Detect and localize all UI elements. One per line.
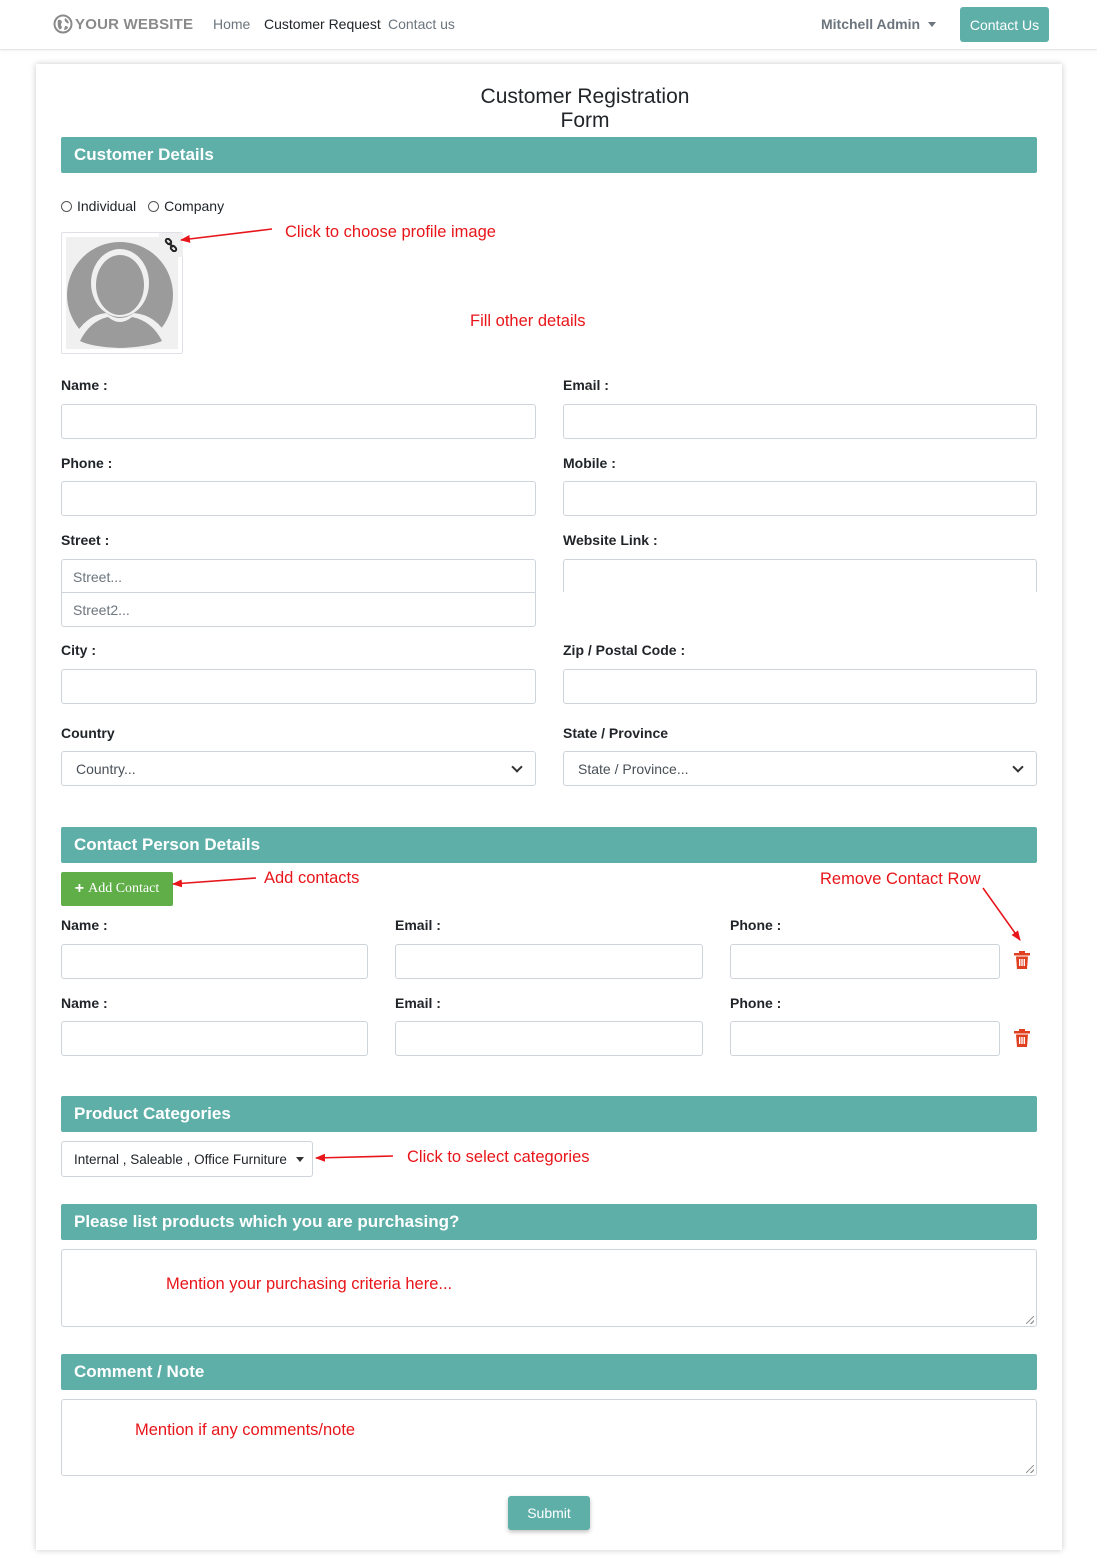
registration-card bbox=[36, 64, 1062, 1550]
street2-input[interactable] bbox=[61, 592, 536, 627]
contact-name-input[interactable] bbox=[61, 944, 368, 979]
section-comment: Comment / Note bbox=[61, 1354, 1037, 1390]
contact-phone-input[interactable] bbox=[730, 1021, 1000, 1056]
customer-type-radios bbox=[61, 198, 236, 214]
state-select-value: State / Province... bbox=[578, 760, 689, 777]
section-contact-person: Contact Person Details bbox=[61, 827, 1037, 863]
country-select-value: Country... bbox=[76, 760, 136, 777]
annotation-comments: Mention if any comments/note bbox=[135, 1421, 356, 1439]
annotation-add-contacts: Add contacts bbox=[264, 869, 360, 887]
chevron-down-icon bbox=[511, 761, 522, 772]
zip-input[interactable] bbox=[563, 669, 1037, 704]
zip-label: Zip / Postal Code : bbox=[563, 642, 686, 658]
nav-home[interactable]: Home bbox=[213, 16, 251, 32]
country-select[interactable] bbox=[61, 751, 536, 786]
nav-contact-us[interactable]: Contact us bbox=[388, 16, 455, 32]
name-label: Name : bbox=[61, 377, 108, 393]
contact-email-label: Email : bbox=[395, 995, 441, 1011]
navbar bbox=[0, 0, 1097, 50]
contact-phone-input[interactable] bbox=[730, 944, 1000, 979]
add-contact-button[interactable] bbox=[61, 872, 173, 906]
plus-icon: + bbox=[74, 880, 85, 897]
submit-button[interactable]: Submit bbox=[508, 1496, 590, 1530]
nav-customer-request[interactable]: Customer Request bbox=[264, 16, 381, 32]
trash-icon[interactable] bbox=[1014, 1029, 1030, 1047]
section-customer-details: Customer Details bbox=[61, 137, 1037, 173]
add-contact-label: Add Contact bbox=[88, 881, 160, 896]
radio-label: Company bbox=[164, 198, 225, 214]
contact-phone-label: Phone : bbox=[730, 917, 782, 933]
chevron-down-icon bbox=[1012, 761, 1023, 772]
contact-us-button[interactable]: Contact Us bbox=[960, 7, 1049, 42]
phone-input[interactable] bbox=[61, 481, 536, 516]
contact-name-label: Name : bbox=[61, 917, 108, 933]
street-input[interactable] bbox=[61, 559, 536, 594]
contact-email-label: Email : bbox=[395, 917, 441, 933]
radio-company[interactable] bbox=[148, 198, 224, 214]
radio-label: Individual bbox=[77, 198, 137, 214]
city-input[interactable] bbox=[61, 669, 536, 704]
contact-name-input[interactable] bbox=[61, 1021, 368, 1056]
contact-email-input[interactable] bbox=[395, 944, 703, 979]
mobile-input[interactable] bbox=[563, 481, 1037, 516]
profile-image[interactable] bbox=[61, 232, 183, 354]
resize-grip-icon[interactable] bbox=[1026, 1316, 1034, 1324]
phone-label: Phone : bbox=[61, 455, 113, 471]
email-input[interactable] bbox=[563, 404, 1037, 439]
categories-selected: Internal , Saleable , Office Furniture bbox=[74, 1151, 287, 1167]
user-menu[interactable] bbox=[821, 16, 936, 32]
caret-down-icon bbox=[928, 22, 936, 27]
city-label: City : bbox=[61, 642, 96, 658]
mobile-label: Mobile : bbox=[563, 455, 616, 471]
user-name: Mitchell Admin bbox=[821, 16, 921, 32]
country-label: Country bbox=[61, 725, 115, 741]
annotation-purchasing: Mention your purchasing criteria here... bbox=[166, 1275, 453, 1293]
annotation-fill-details: Fill other details bbox=[470, 312, 586, 330]
resize-grip-icon[interactable] bbox=[1026, 1465, 1034, 1473]
brand-text: YOUR WEBSITE bbox=[75, 15, 194, 33]
edit-image-button[interactable] bbox=[159, 233, 183, 257]
categories-dropdown[interactable] bbox=[61, 1141, 313, 1177]
street-label: Street : bbox=[61, 532, 110, 548]
form-title: Customer Registration Form bbox=[459, 85, 711, 143]
radio-circle-icon[interactable] bbox=[61, 201, 72, 212]
state-label: State / Province bbox=[563, 725, 669, 741]
link-icon bbox=[164, 238, 178, 252]
radio-individual[interactable] bbox=[61, 198, 136, 214]
website-label: Website Link : bbox=[563, 532, 658, 548]
annotation-select-categories: Click to select categories bbox=[407, 1148, 590, 1166]
website-input[interactable] bbox=[563, 559, 1037, 592]
caret-down-icon bbox=[296, 1157, 304, 1162]
section-product-categories: Product Categories bbox=[61, 1096, 1037, 1132]
email-label: Email : bbox=[563, 377, 609, 393]
section-products: Please list products which you are purchasing? bbox=[61, 1204, 1037, 1240]
name-input[interactable] bbox=[61, 404, 536, 439]
contact-name-label: Name : bbox=[61, 995, 108, 1011]
radio-circle-icon[interactable] bbox=[148, 201, 159, 212]
brand-logo[interactable] bbox=[53, 14, 193, 34]
contact-email-input[interactable] bbox=[395, 1021, 703, 1056]
trash-icon[interactable] bbox=[1014, 951, 1030, 969]
annotation-profile-image: Click to choose profile image bbox=[285, 223, 496, 241]
globe-icon bbox=[53, 14, 73, 34]
annotation-remove-row: Remove Contact Row bbox=[820, 870, 981, 888]
state-select[interactable] bbox=[563, 751, 1037, 786]
contact-phone-label: Phone : bbox=[730, 995, 782, 1011]
